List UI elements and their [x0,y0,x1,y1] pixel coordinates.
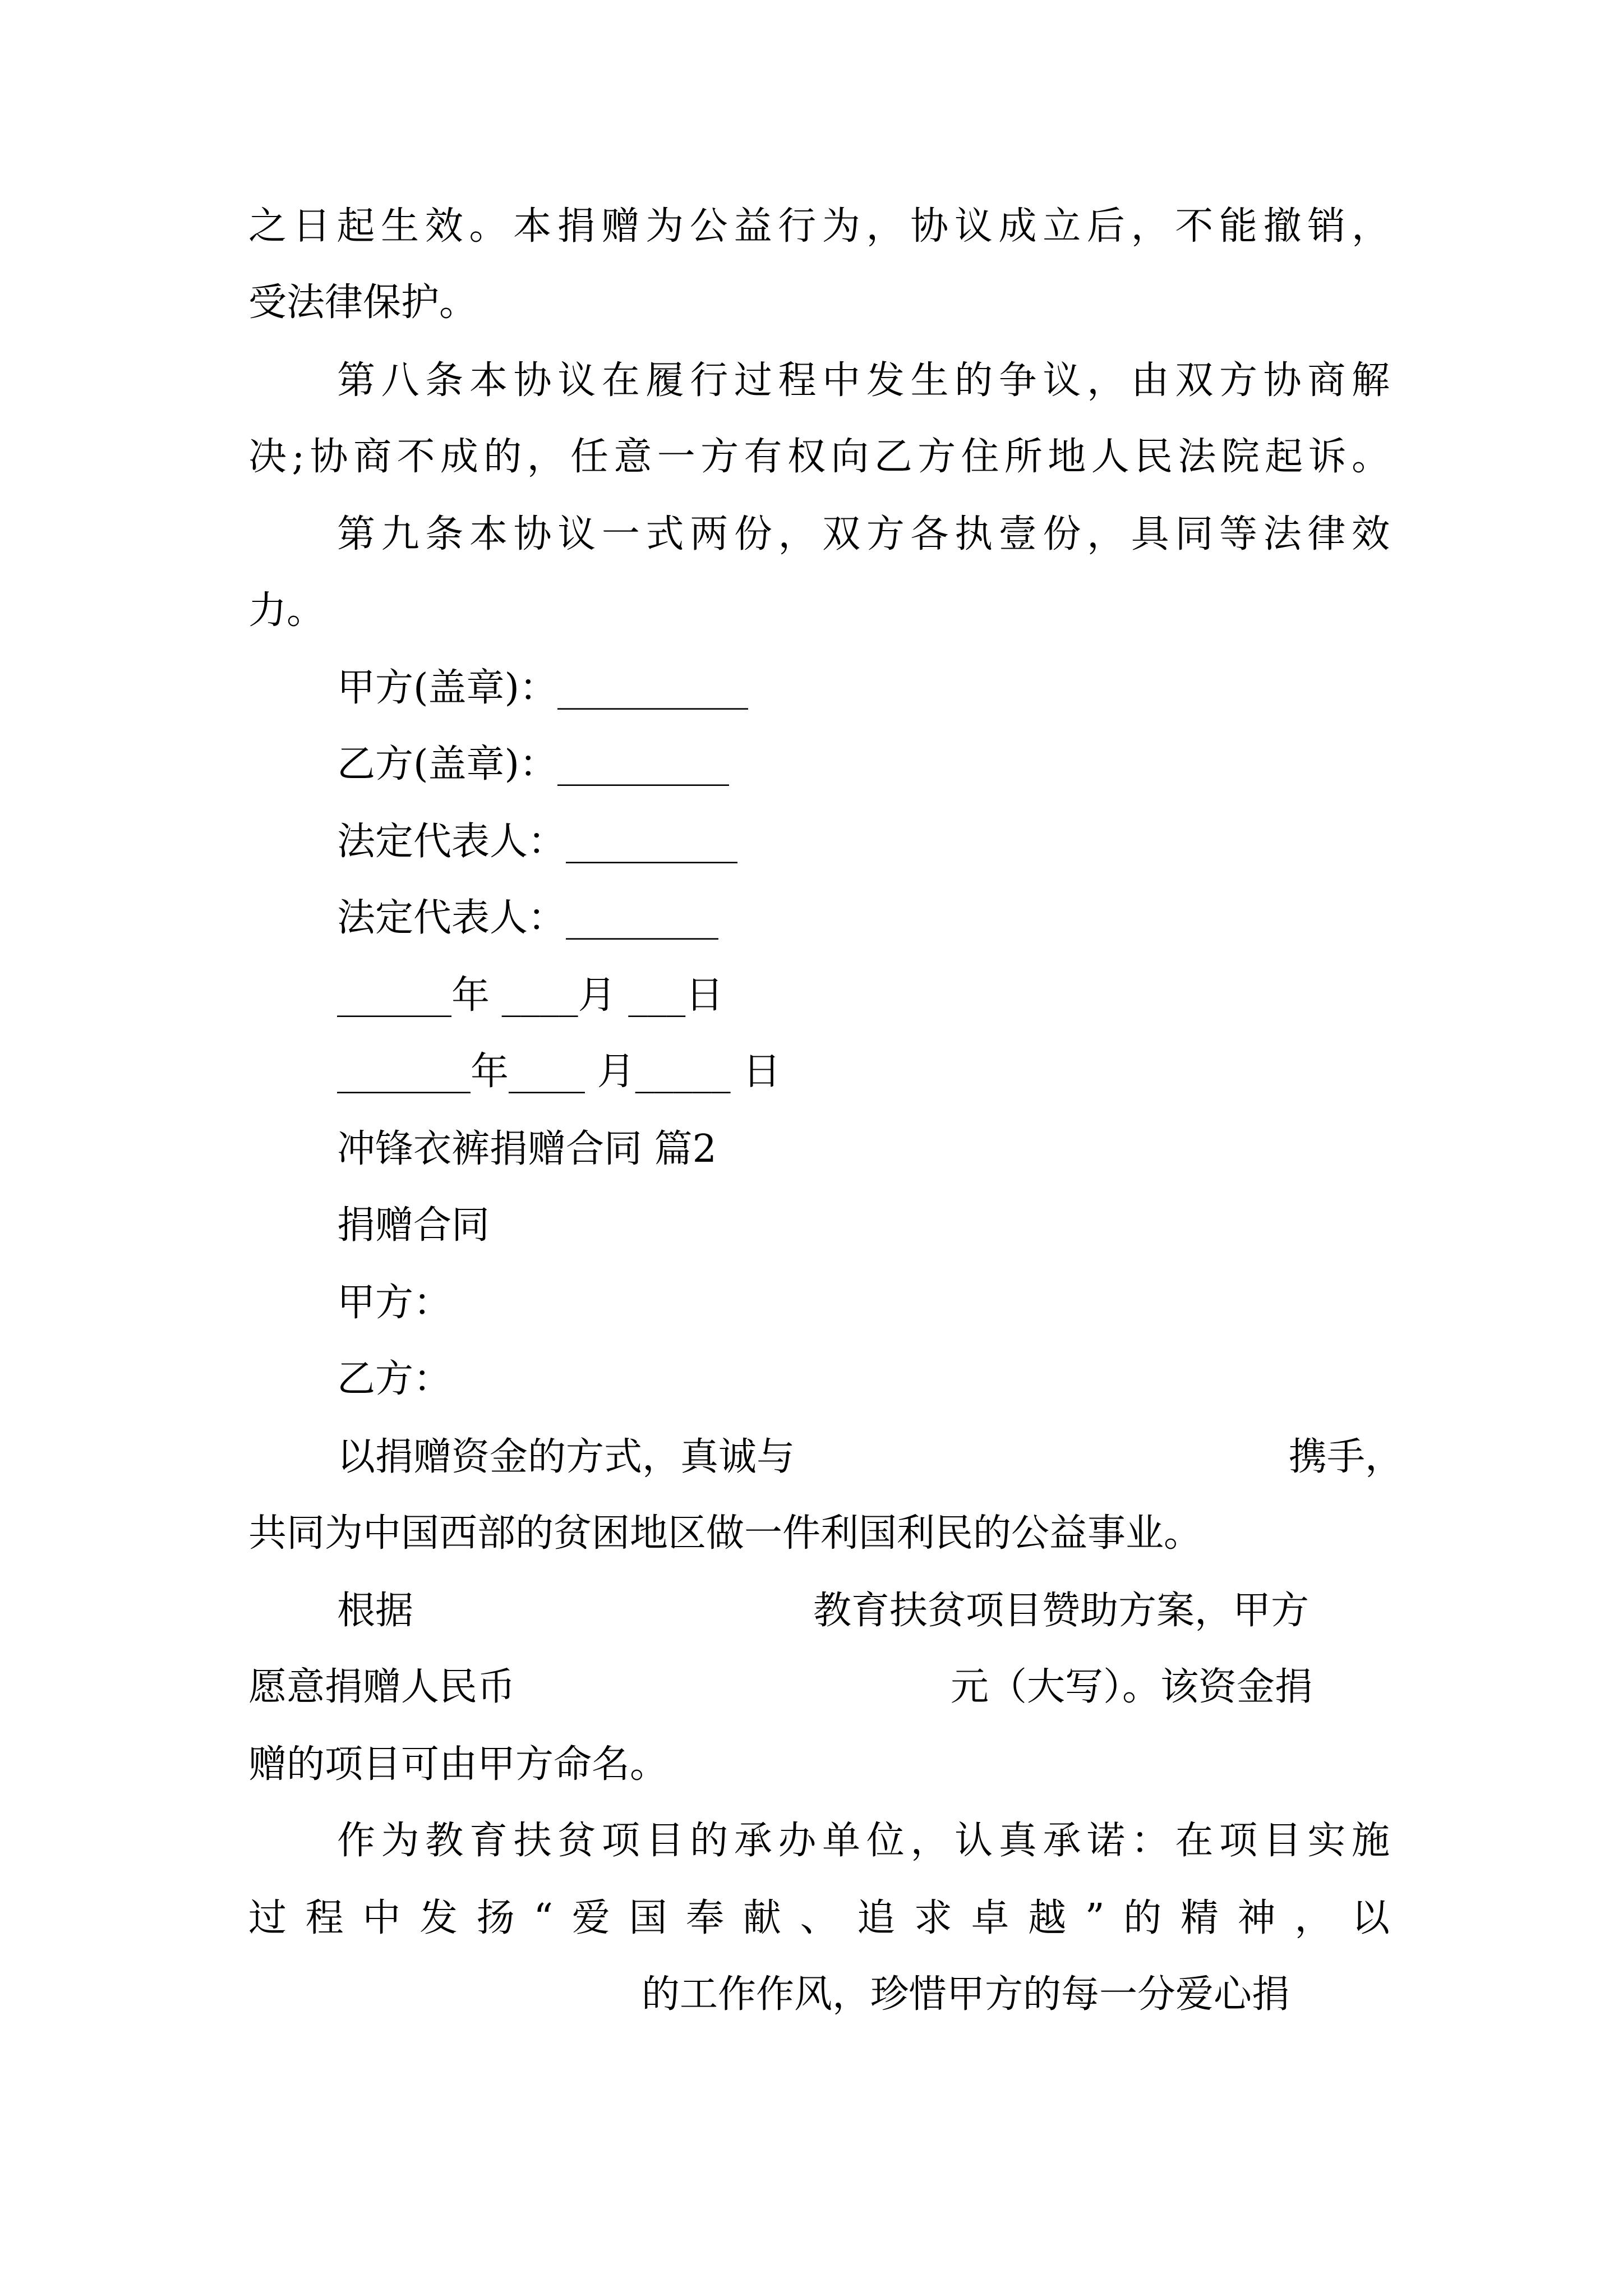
paragraph-line: 元（大写）。该资金捐 [951,1665,1313,1709]
contract-title: 捐赠合同 [337,1203,490,1248]
paragraph-line: 第八条本协议在履行过程中发生的争议，由双方协商解 [337,358,1390,403]
date-line: ______年 ____月 ___日 [337,973,724,1018]
party-a-label: 甲方： [337,1281,452,1325]
paragraph-line: 共同为中国西部的贫困地区做一件利国利民的公益事业。 [248,1511,1202,1556]
paragraph-line: 第九条本协议一式两份，双方各执壹份，具同等法律效 [337,512,1390,556]
paragraph-line: 根据 [337,1589,414,1633]
party-b-label: 乙方： [337,1357,452,1401]
paragraph-line: 决;协商不成的，任意一方有权向乙方住所地人民法院起诉。 [248,435,1390,479]
paragraph-line: 的工作作风，珍惜甲方的每一分爱心捐 [642,1972,1290,2017]
paragraph-line: 愿意捐赠人民币 [248,1665,516,1709]
paragraph-line: 教育扶贫项目赞助方案，甲方 [813,1589,1310,1633]
paragraph-line: 力。 [248,588,325,633]
paragraph-line: 以捐赠资金的方式，真诚与 [337,1435,795,1479]
paragraph-line: 之日起生效。本捐赠为公益行为，协议成立后，不能撤销， [248,204,1390,249]
paragraph-line: 过程中发扬“爱国奉献、追求卓越”的精神，以 [248,1896,1390,1940]
paragraph-line: 赠的项目可由甲方命名。 [248,1742,668,1787]
signature-line-representative: 法定代表人：________ [337,896,719,940]
date-line: _______年____ 月_____ 日 [337,1050,781,1094]
signature-line-representative: 法定代表人：_________ [337,820,738,864]
signature-line-party-a-seal: 甲方(盖章)：__________ [337,666,749,710]
section-heading: 冲锋衣裤捐赠合同 篇2 [337,1127,717,1171]
paragraph-line: 携手， [1289,1435,1404,1479]
paragraph-line: 受法律保护。 [248,280,478,325]
paragraph-line: 作为教育扶贫项目的承办单位，认真承诺：在项目实施 [337,1819,1390,1863]
signature-line-party-b-seal: 乙方(盖章)：_________ [337,742,730,786]
